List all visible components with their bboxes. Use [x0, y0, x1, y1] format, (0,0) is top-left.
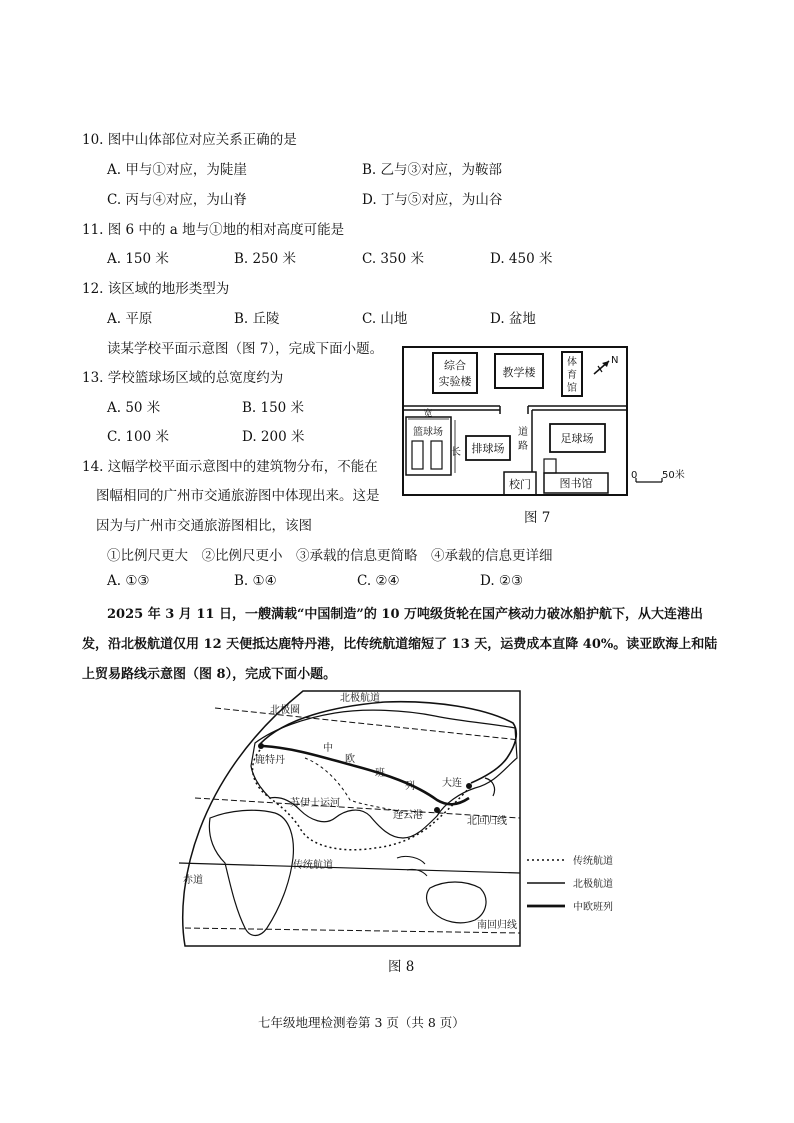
- fig7-scale-zero: 0: [631, 470, 638, 481]
- fig7-lab-label2: 实验楼: [438, 375, 472, 388]
- page-footer: 七年级地理检测卷第 3 页（共 8 页）: [258, 1015, 465, 1030]
- fig8-legend-traditional: 传统航道: [573, 856, 613, 867]
- fig8-rail-label-lie: 列: [405, 781, 415, 792]
- q11-option-b: B. 250 米: [234, 251, 297, 267]
- fig7-north-label: N: [611, 355, 619, 366]
- q13-stem: 13. 学校篮球场区域的总宽度约为: [82, 370, 284, 386]
- q13-option-b: B. 150 米: [242, 400, 305, 416]
- fig7-length-label: 长: [451, 447, 461, 458]
- fig7-width-label: 宽: [423, 409, 433, 419]
- fig7-intro: 读某学校平面示意图（图 7），完成下面小题。: [107, 341, 384, 357]
- fig7-basketball-area: [406, 417, 451, 475]
- q14-statements: ①比例尺更大 ②比例尺更小 ③承载的信息更简略 ④承载的信息更详细: [107, 548, 553, 564]
- fig8-traditional-route-label: 传统航道: [293, 860, 333, 871]
- q12-stem: 12. 该区域的地形类型为: [82, 281, 230, 297]
- fig7-football-label: 足球场: [560, 432, 594, 445]
- q11-option-a: A. 150 米: [107, 251, 169, 267]
- fig8-rail-label-ban: 班: [375, 768, 385, 779]
- q10-stem: 10. 图中山体部位对应关系正确的是: [82, 132, 297, 148]
- q12-option-b: B. 丘陵: [234, 311, 280, 327]
- q10-option-a: A. 甲与①对应，为陡崖: [107, 162, 247, 178]
- fig8-rotterdam-marker: [258, 743, 264, 749]
- q11-option-d: D. 450 米: [490, 251, 553, 267]
- q10-option-d: D. 丁与⑤对应，为山谷: [362, 192, 503, 208]
- fig8-legend-railway: 中欧班列: [573, 902, 613, 913]
- fig8-caption: 图 8: [388, 959, 415, 975]
- q11-option-c: C. 350 米: [362, 251, 424, 267]
- fig8-tropic-north-label: 北回归线: [467, 816, 507, 827]
- fig7-gym-label3: 馆: [567, 383, 577, 394]
- q13-option-d: D. 200 米: [242, 429, 305, 445]
- fig8-suez-label: 苏伊士运河: [290, 798, 340, 809]
- fig7-gate-label: 校门: [509, 478, 531, 491]
- fig7-gym-label2: 育: [567, 370, 577, 381]
- q14-option-b: B. ①④: [234, 573, 277, 589]
- fig8-legend-arctic: 北极航道: [573, 879, 613, 890]
- fig8-rail-label-zhong: 中: [323, 743, 333, 754]
- fig7-scale-label: 50米: [662, 470, 685, 481]
- q14-line1: 14. 这幅学校平面示意图中的建筑物分布，不能在: [82, 459, 378, 475]
- fig8-rotterdam-label: 鹿特丹: [255, 755, 285, 766]
- fig8-lianyungang-marker: [434, 807, 440, 813]
- q14-option-c: C. ②④: [357, 573, 400, 589]
- q12-option-d: D. 盆地: [490, 311, 536, 327]
- fig7-road-label2: 路: [518, 441, 528, 452]
- fig8-arctic-route-label: 北极航道: [340, 693, 380, 704]
- fig7-lab-label1: 综合: [444, 359, 466, 372]
- fig8-dalian-label: 大连: [442, 778, 462, 789]
- fig7-teaching-label: 教学楼: [502, 366, 536, 379]
- passage-line2: 发，沿北极航道仅用 12 天便抵达鹿特丹港，比传统航道缩短了 13 天，运费成本直降 40%。读亚欧海上和陆: [82, 637, 718, 652]
- fig7-basketball-label: 篮球场: [413, 427, 443, 438]
- q10-option-c: C. 丙与④对应，为山脊: [107, 192, 247, 208]
- fig7-volleyball-label: 排球场: [471, 442, 505, 455]
- q13-option-a: A. 50 米: [107, 400, 161, 416]
- fig8-arctic-circle-label: 北极圈: [270, 705, 300, 716]
- fig8-trade-route-map: [175, 688, 635, 950]
- q13-option-c: C. 100 米: [107, 429, 169, 445]
- q14-line2: 图幅相同的广州市交通旅游图中体现出来。这是: [96, 488, 380, 504]
- fig7-library-label: 图书馆: [559, 477, 593, 490]
- fig8-lianyungang-label: 连云港: [393, 810, 423, 821]
- fig8-dalian-marker: [466, 783, 472, 789]
- q10-option-b: B. 乙与③对应，为鞍部: [362, 162, 503, 178]
- fig7-school-plan: [400, 344, 700, 524]
- fig8-rail-label-ou: 欧: [345, 754, 355, 765]
- fig8-tropic-south-label: 南回归线: [477, 920, 517, 931]
- q12-option-c: C. 山地: [362, 311, 408, 327]
- q12-option-a: A. 平原: [107, 311, 153, 327]
- fig7-gym-label1: 体: [567, 357, 577, 368]
- q14-option-d: D. ②③: [480, 573, 524, 589]
- q11-stem: 11. 图 6 中的 a 地与①地的相对高度可能是: [82, 222, 345, 238]
- q14-line3: 因为与广州市交通旅游图相比，该图: [96, 518, 312, 534]
- q14-option-a: A. ①③: [107, 573, 150, 589]
- passage-line3: 上贸易路线示意图（图 8），完成下面小题。: [82, 667, 337, 682]
- passage-line1: 2025 年 3 月 11 日，一艘满载“中国制造”的 10 万吨级货轮在国产核动力破冰船护航下，从大连港出: [107, 607, 704, 622]
- fig7-road-label1: 道: [518, 427, 528, 438]
- fig8-equator-label: 赤道: [183, 875, 203, 886]
- fig7-caption: 图 7: [524, 510, 551, 526]
